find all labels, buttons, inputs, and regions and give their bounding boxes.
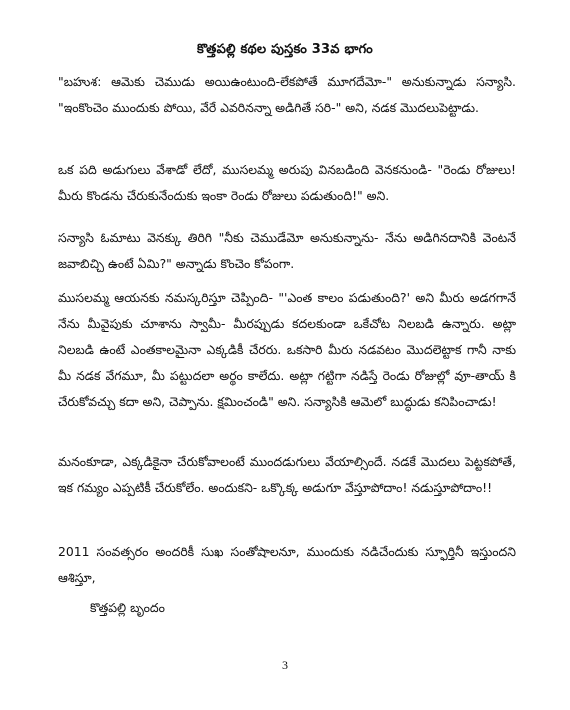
- paragraph-1: "బహుశ: ఆమెకు చెముడు అయిఉంటుంది-లేకపోతే మూగదేమో-" అనుకున్నాడు సన్యాసి. "ఇంకొంచెం ముందుకు పోయి, వేరే ఎవరినన్నా అడిగితే సరి-" అని, నడక మొదలుపెట్టాడు.: [58, 74, 516, 115]
- paragraph-6: 2011 సంవత్సరం అందరికీ సుఖ సంతోషాలనూ, ముందుకు నడిచేందుకు స్ఫూర్తినీ ఇస్తుందని ఆశిస్తూ,: [58, 544, 516, 585]
- paragraph-3: సన్యాసి ఓమాటు వెనక్కు తిరిగి "నీకు చెముడేమో అనుకున్నాను- నేను అడిగినదానికి వెంటనే జవాబిచ్చి ఉంటే ఏమి?" అన్నాడు కొంచెం కోపంగా.: [58, 230, 516, 271]
- page-title: కొత్తపల్లి కథల పుస్తకం 33వ భాగం: [197, 42, 373, 57]
- page-number: 3: [282, 658, 288, 672]
- signature: కొత్తపల్లి బృందం: [90, 600, 165, 615]
- paragraph-4: ముసలమ్మ ఆయనకు నమస్కరిస్తూ చెప్పింది- "'ఎంత కాలం పడుతుంది?' అని మీరు అడగగానే నేను మీవైపుకు చూశాను స్వామీ- మీరప్పుడు కదలకుండా ఒకేచోట నిలబడి ఉన్నారు. అట్లా నిలబడి ఉంటే ఎంతకాలమైనా ఎక్కడికీ చేరరు. ఒకసారి మీరు నడవటం మొదలెట్టాక గానీ నాకు మీ నడక వేగమూ, మీ పట్టుదలా అర్థం కాలేదు. అట్లా గట్టిగా నడిస్తే రెండు రోజుల్లో వూ-తాయ్ కి చేరుకోవచ్చు కదా అని, చెప్పాను. క్షమించండి" అని. సన్యాసికి ఆమెలో బుద్ధుడు కనిపించాడు!: [58, 290, 516, 409]
- paragraph-5: మనంకూడా, ఎక్కడికైనా చేరుకోవాలంటే ముందడుగులు వేయాల్సిందే. నడకే మొదలు పెట్టకపోతే, ఇక గమ్యం ఎప్పటికీ చేరుకోలేం. అందుకని- ఒక్కొక్క అడుగూ వేస్తూపోదాం! నడుస్తూపోదాం!!: [58, 454, 516, 495]
- paragraph-2: ఒక పది అడుగులు వేశాడో లేదో, ముసలమ్మ అరుపు వినబడింది వెనకనుండి- "రెండు రోజులు! మీరు కొండను చేరుకునేందుకు ఇంకా రెండు రోజులు పడుతుంది!" అని.: [58, 162, 516, 203]
